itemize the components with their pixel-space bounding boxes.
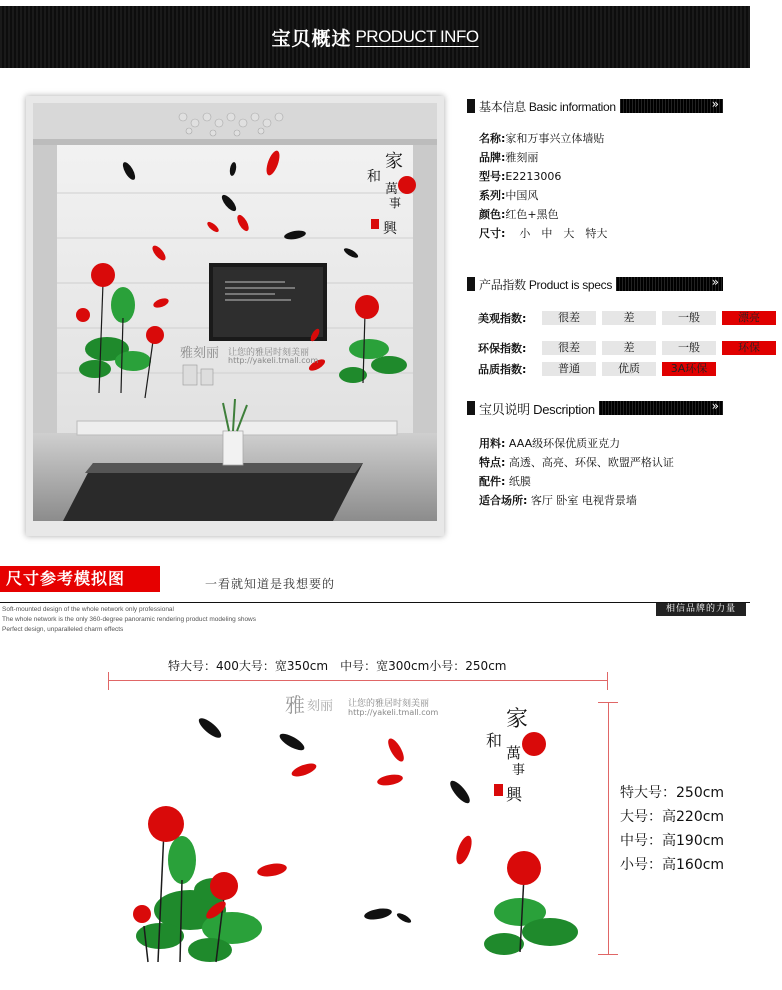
- info-series: 系列:中国风: [479, 189, 539, 202]
- product-photo-frame: [26, 96, 444, 536]
- height-xl: 特大号：250cm: [620, 785, 725, 801]
- desc-places: 适合场所: 客厅 卧室 电视背景墙: [479, 494, 637, 507]
- svg-text:家: 家: [506, 707, 529, 732]
- spec-row-quality: 品质指数: 普通 优质 3A环保: [478, 361, 722, 376]
- width-dimensions: 特大号：400大号：宽350cm 中号：宽300cm小号：250cm: [168, 659, 507, 673]
- photo-watermark-brand: 雅刻丽: [180, 346, 220, 361]
- svg-text:事: 事: [512, 763, 526, 778]
- heading-bar: [599, 401, 723, 415]
- spec-option: 差: [602, 341, 656, 355]
- header-title-zh: 宝贝概述: [271, 27, 352, 50]
- spec-option-selected: 漂亮: [722, 311, 776, 325]
- size-divider: [0, 602, 750, 603]
- photo-watermark-url: http://yakeli.tmall.com: [228, 356, 319, 365]
- description-heading-text: 宝贝说明 Description: [479, 401, 595, 417]
- desc-material: 用料: AAA级环保优质亚克力: [479, 437, 621, 450]
- svg-text:和: 和: [486, 731, 503, 750]
- spec-option-selected: 3A环保: [662, 362, 716, 376]
- heading-bar: [616, 277, 723, 291]
- spec-option-selected: 环保: [722, 341, 776, 355]
- heading-marker: [467, 401, 475, 415]
- spec-option: 优质: [602, 362, 656, 376]
- specs-heading-text: 产品指数 Product is specs: [479, 277, 613, 292]
- info-size: 尺寸: 小 中 大 特大: [479, 227, 608, 240]
- width-rule-tick: [108, 672, 109, 690]
- basic-info-heading-text: 基本信息 Basic information: [479, 99, 616, 114]
- info-model: 型号:E2213006: [479, 170, 562, 183]
- spec-row-appearance: 美观指数: 很差 差 一般 漂亮: [478, 310, 782, 325]
- svg-text:家: 家: [385, 151, 403, 172]
- brand-power-badge: 相信品牌的力量: [656, 603, 746, 616]
- product-info-header: [0, 0, 750, 68]
- svg-text:興: 興: [383, 221, 397, 237]
- height-s: 小号：高160cm: [620, 857, 725, 873]
- desc-features: 特点: 高透、高亮、环保、欧盟严格认证: [479, 456, 674, 469]
- size-section-slogan: 一看就知道是我想要的: [205, 577, 336, 591]
- en-line-2: The whole network is the only 360-degree panoramic rendering product modeling shows: [2, 616, 257, 623]
- spec-option: 普通: [542, 362, 596, 376]
- en-line-3: Perfect design, unparalleled charm effects: [2, 626, 124, 633]
- height-rule-tick: [598, 702, 618, 703]
- spec-option: 一般: [662, 311, 716, 325]
- living-room-scene: [33, 103, 437, 521]
- svg-text:刻丽: 刻丽: [307, 699, 334, 714]
- desc-accessories: 配件: 纸膜: [479, 475, 531, 488]
- info-brand: 品牌:雅刻丽: [479, 151, 539, 164]
- spec-option: 很差: [542, 311, 596, 325]
- width-rule-tick: [607, 672, 608, 690]
- svg-text:事: 事: [389, 196, 402, 210]
- product-photo: [33, 103, 437, 521]
- size-watermark-url: http://yakeli.tmall.com: [348, 708, 439, 717]
- heading-marker: [467, 99, 475, 113]
- description-heading: [467, 400, 723, 416]
- en-line-1: Soft-mounted design of the whole network only professional: [2, 606, 174, 613]
- spec-option: 一般: [662, 341, 716, 355]
- heading-bar: [620, 99, 723, 113]
- svg-text:和: 和: [367, 169, 381, 185]
- height-rule: [608, 702, 609, 954]
- header-title-en: PRODUCT INFO: [355, 27, 479, 46]
- specs-heading: [467, 276, 723, 292]
- info-color: 颜色:红色+黑色: [479, 208, 559, 221]
- height-rule-tick: [598, 954, 618, 955]
- svg-text:萬: 萬: [385, 182, 399, 197]
- svg-text:雅: 雅: [285, 693, 305, 717]
- size-section-title: 尺寸参考模拟图: [0, 566, 160, 592]
- info-name: 名称:家和万事兴立体墙贴: [479, 132, 605, 145]
- height-l: 大号：高220cm: [620, 809, 725, 825]
- height-m: 中号：高190cm: [620, 833, 725, 849]
- header-title: [0, 6, 750, 68]
- wall-sticker-illustration: [120, 700, 600, 968]
- spec-row-eco: 环保指数: 很差 差 一般 环保: [478, 340, 782, 355]
- photo-watermark-slogan: 让您的雅居时刻美丽: [228, 348, 310, 358]
- size-watermark-slogan: 让您的雅居时刻美丽: [348, 699, 430, 709]
- svg-text:興: 興: [506, 785, 523, 804]
- spec-option: 很差: [542, 341, 596, 355]
- svg-text:萬: 萬: [506, 744, 522, 762]
- width-rule: [108, 680, 608, 681]
- heading-marker: [467, 277, 475, 291]
- spec-option: 差: [602, 311, 656, 325]
- basic-info-heading: [467, 98, 723, 114]
